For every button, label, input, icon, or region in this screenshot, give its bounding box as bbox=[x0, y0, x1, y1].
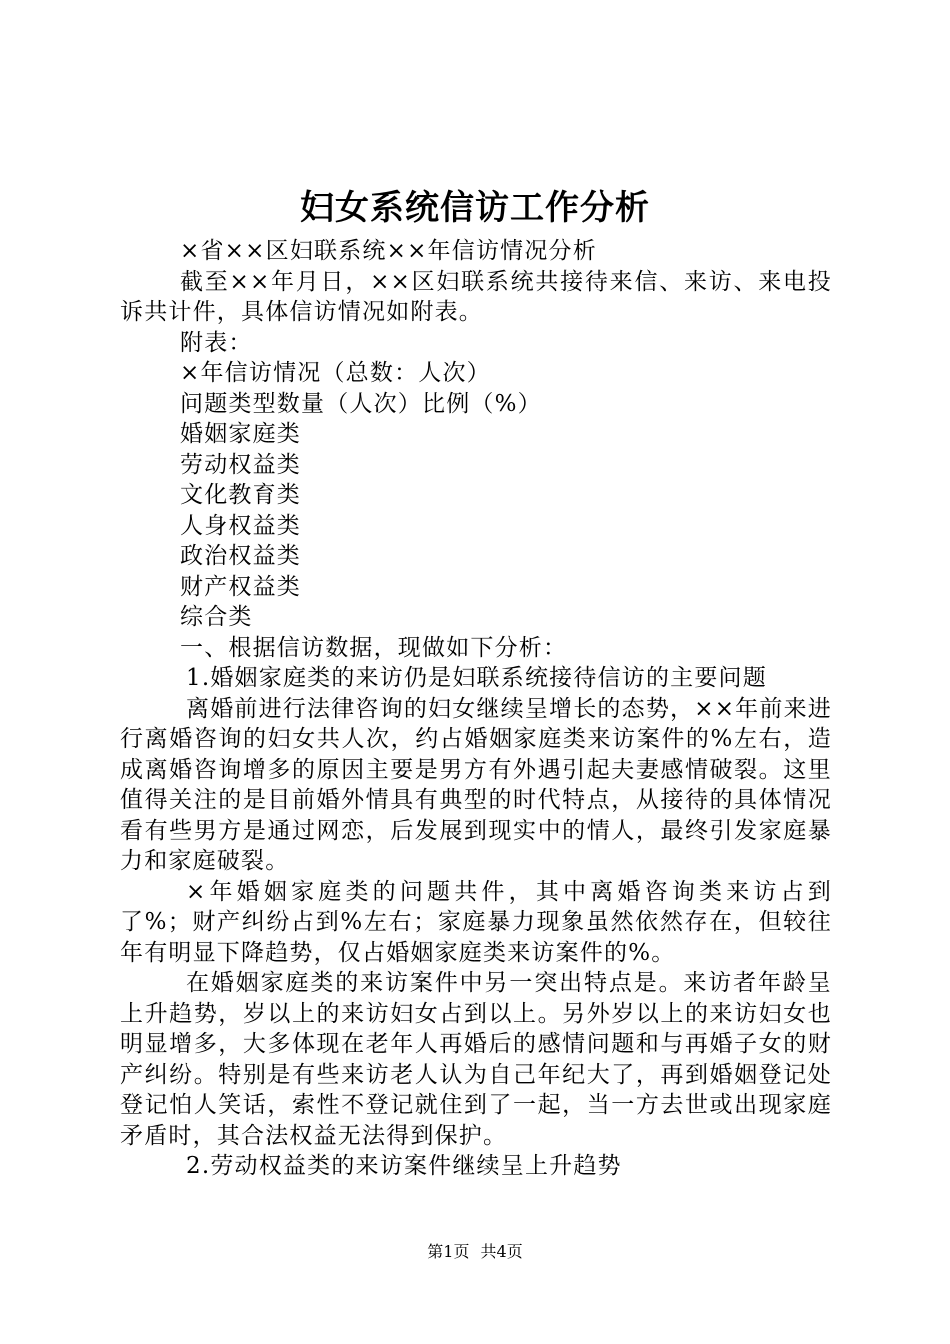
paragraph-body: 在婚姻家庭类的来访案件中另一突出特点是。来访者年龄呈上升趋势，岁以上的来访妇女占到以上。另外岁以上的来访妇女也明显增多，大多体现在老年人再婚后的感情问题和与再婚子女的财产纠纷。特别是有些来访老人认为自己年纪大了，再到婚姻登记处登记怕人笑话，索性不登记就住到了一起，当一方去世或出现家庭矛盾时，其合法权益无法得到保护。 bbox=[120, 970, 832, 1149]
table-row-label: 政治权益类 bbox=[180, 543, 301, 569]
document-title: 妇女系统信访工作分析 bbox=[300, 188, 650, 228]
table-row-label: 文化教育类 bbox=[180, 482, 301, 508]
subsection-heading: 2.劳动权益类的来访案件继续呈上升趋势 bbox=[186, 1153, 622, 1179]
page-total: 共4页 bbox=[480, 1242, 523, 1261]
table-row-label: 人身权益类 bbox=[180, 512, 301, 539]
page-footer bbox=[0, 1240, 950, 1264]
paragraph-body: 离婚前进行法律咨询的妇女继续呈增长的态势，××年前来进行离婚咨询的妇女共人次，约占婚姻家庭类来访案件的%左右，造成离婚咨询增多的原因主要是男方有外遇引起夫妻感情破裂。这里值得关注的是目前婚外情具有典型的时代特点，从接待的具体情况看有些男方是通过网恋，后发展到现实中的情人，最终引发家庭暴力和家庭破裂。 bbox=[120, 695, 832, 874]
table-row-label: 综合类 bbox=[180, 604, 253, 630]
paragraph-summary: 截至××年月日，××区妇联系统共接待来信、来访、来电投诉共计件，具体信访情况如附表。 bbox=[120, 268, 832, 325]
paragraph-body: ×年婚姻家庭类的问题共件，其中离婚咨询类来访占到了%；财产纠纷占到%左右；家庭暴力现象虽然依然存在，但较往年有明显下降趋势，仅占婚姻家庭类来访案件的%。 bbox=[120, 878, 832, 966]
document-body bbox=[120, 236, 832, 1182]
paragraph-heading: ×省××区妇联系统××年信访情况分析 bbox=[180, 238, 597, 264]
paragraph-appendix-label: 附表： bbox=[180, 329, 253, 356]
subsection-heading: 1.婚姻家庭类的来访仍是妇联系统接待信访的主要问题 bbox=[186, 665, 767, 691]
table-row-label: 财产权益类 bbox=[180, 573, 301, 600]
paragraph-table-header: 问题类型数量（人次）比例（%） bbox=[180, 390, 542, 417]
table-row-label: 婚姻家庭类 bbox=[180, 421, 301, 447]
section-heading: 一、根据信访数据，现做如下分析： bbox=[180, 634, 568, 661]
table-row-label: 劳动权益类 bbox=[180, 451, 301, 478]
page-number: 第1页 bbox=[427, 1242, 470, 1261]
paragraph-table-title: ×年信访情况（总数：人次） bbox=[180, 360, 491, 386]
